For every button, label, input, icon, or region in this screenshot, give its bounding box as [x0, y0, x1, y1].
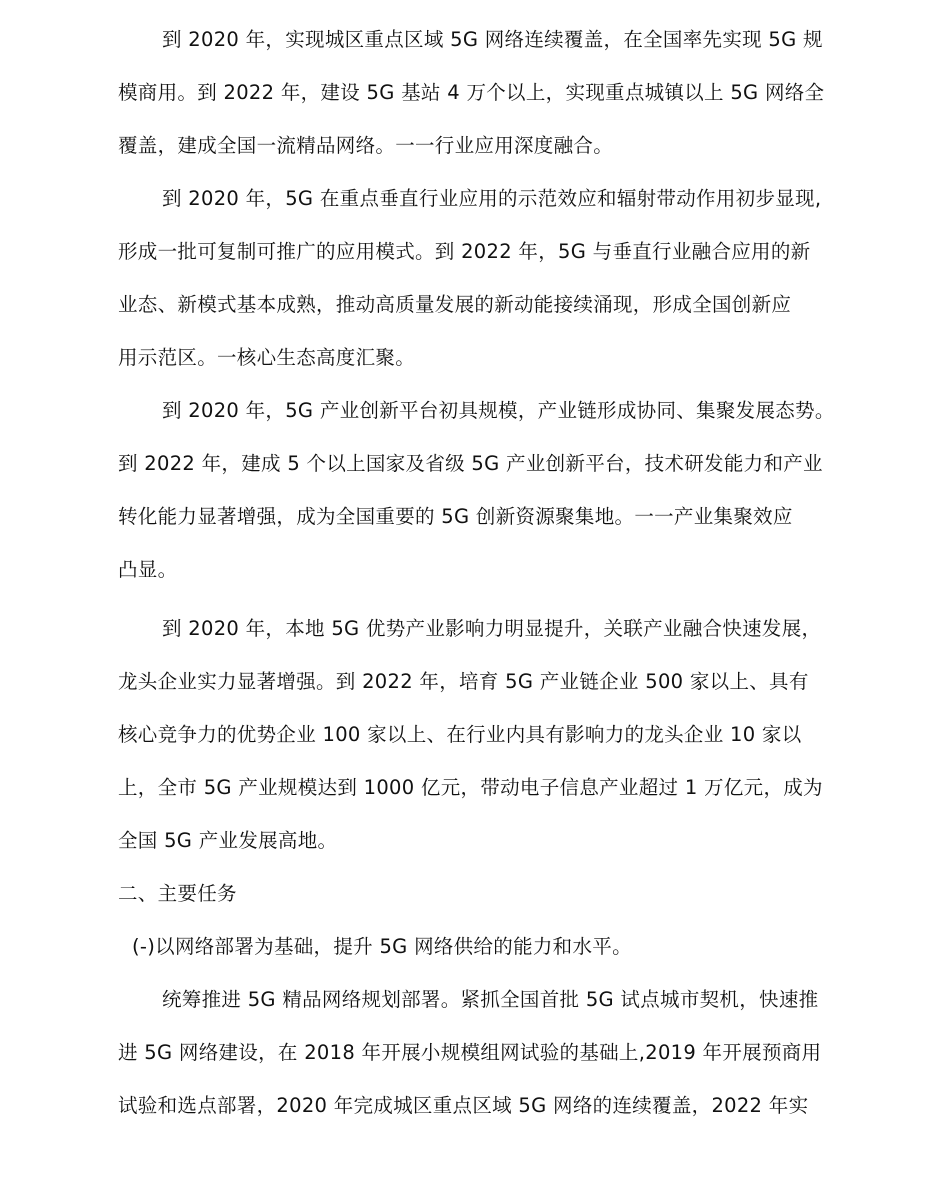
paragraph-line: 进 5G 网络建设，在 2018 年开展小规模组网试验的基础上,2019 年开展预商用: [118, 1041, 822, 1064]
paragraph-line: 覆盖，建成全国一流精品网络。一一行业应用深度融合。: [118, 134, 614, 157]
paragraph-line: 核心竞争力的优势企业 100 家以上、在行业内具有影响力的龙头企业 10 家以: [118, 723, 802, 746]
paragraph-line: 模商用。到 2022 年，建设 5G 基站 4 万个以上，实现重点城镇以上 5G 网络全: [118, 81, 825, 104]
paragraph-line: 试验和选点部署，2020 年完成城区重点区域 5G 网络的连续覆盖，2022 年实: [118, 1094, 809, 1117]
subsection-heading: (-)以网络部署为基础，提升 5G 网络供给的能力和水平。: [132, 935, 632, 958]
paragraph-line: 形成一批可复制可推广的应用模式。到 2022 年，5G 与垂直行业融合应用的新: [118, 240, 811, 263]
paragraph-line: 到 2022 年，建成 5 个以上国家及省级 5G 产业创新平台，技术研发能力和产业: [118, 452, 823, 475]
paragraph-line: 用示范区。一核心生态高度汇聚。: [118, 346, 416, 369]
paragraph-line: 全国 5G 产业发展高地。: [118, 829, 338, 852]
paragraph-line: 统筹推进 5G 精品网络规划部署。紧抓全国首批 5G 试点城市契机，快速推: [162, 988, 819, 1011]
paragraph-line: 上，全市 5G 产业规模达到 1000 亿元，带动电子信息产业超过 1 万亿元，成为: [118, 776, 823, 799]
paragraph-line: 转化能力显著增强，成为全国重要的 5G 创新资源聚集地。一一产业集聚效应: [118, 505, 793, 528]
paragraph-line: 到 2020 年，本地 5G 优势产业影响力明显提升，关联产业融合快速发展，: [162, 617, 822, 640]
section-heading: 二、主要任务: [118, 882, 237, 905]
paragraph-line: 到 2020 年，实现城区重点区域 5G 网络连续覆盖，在全国率先实现 5G 规: [162, 28, 823, 51]
paragraph-line: 凸显。: [118, 558, 178, 581]
paragraph-line: 到 2020 年，5G 在重点垂直行业应用的示范效应和辐射带动作用初步显现,: [162, 187, 822, 210]
paragraph-line: 龙头企业实力显著增强。到 2022 年，培育 5G 产业链企业 500 家以上、具有: [118, 670, 809, 693]
paragraph-line: 到 2020 年，5G 产业创新平台初具规模，产业链形成协同、集聚发展态势。: [162, 399, 835, 422]
paragraph-line: 业态、新模式基本成熟，推动高质量发展的新动能接续涌现，形成全国创新应: [118, 293, 792, 316]
